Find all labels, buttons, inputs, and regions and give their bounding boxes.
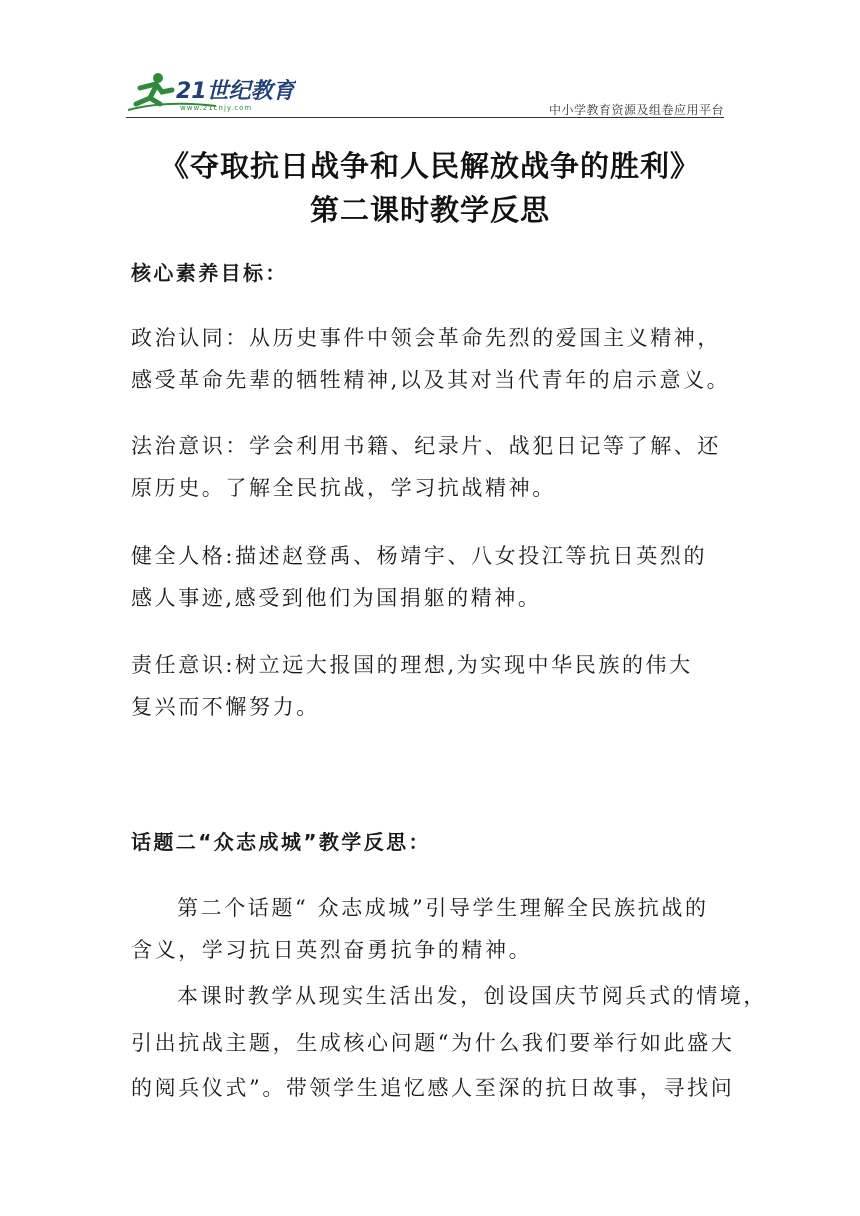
- goal3-line1: 健全人格:描述赵登禹、杨靖宇、八女投江等抗日英烈的: [131, 544, 708, 568]
- logo: [126, 70, 296, 114]
- runner-logo-icon: [126, 70, 296, 114]
- document-title-line1: 《夺取抗日战争和人民解放战争的胜利》: [159, 149, 700, 183]
- paragraph2-line1: 本课时教学从现实生活出发，创设国庆节阅兵式的情境，: [177, 984, 767, 1008]
- goal4-line2: 复兴而不懈努力。: [131, 695, 320, 719]
- section2-heading: 话题二“众志成城”教学反思：: [131, 830, 431, 854]
- goal3-line2: 感人事迹,感受到他们为国捐躯的精神。: [131, 586, 542, 610]
- goal2-line1: 法治意识：学会利用书籍、纪录片、战犯日记等了解、还: [131, 434, 721, 458]
- goal2-line2: 原历史。了解全民抗战，学习抗战精神。: [131, 476, 556, 500]
- page-header: [0, 0, 860, 120]
- header-divider: [126, 117, 724, 118]
- goal1-line2: 感受革命先辈的牺牲精神,以及其对当代青年的启示意义。: [131, 368, 731, 392]
- svg-text:www.21cnjy.com: www.21cnjy.com: [180, 104, 253, 112]
- goal1-line1: 政治认同：从历史事件中领会革命先烈的爱国主义精神，: [131, 326, 721, 350]
- document-title-line2: 第二课时教学反思: [309, 193, 550, 227]
- platform-text: 中小学教育资源及组卷应用平台: [548, 103, 724, 117]
- paragraph2-line3: 的阅兵仪式”。带领学生追忆感人至深的抗日故事，寻找问: [131, 1076, 735, 1100]
- svg-text:21世纪教育: 21世纪教育: [176, 79, 295, 104]
- section1-heading: 核心素养目标：: [131, 261, 288, 285]
- paragraph1-line2: 含义，学习抗日英烈奋勇抗争的精神。: [131, 938, 533, 962]
- paragraph1-line1: 第二个话题“ 众志成城”引导学生理解全民族抗战的: [177, 896, 709, 920]
- paragraph2-line2: 引出抗战主题，生成核心问题“为什么我们要举行如此盛大: [131, 1031, 735, 1055]
- goal4-line1: 责任意识:树立远大报国的理想,为实现中华民族的伟大: [131, 653, 693, 677]
